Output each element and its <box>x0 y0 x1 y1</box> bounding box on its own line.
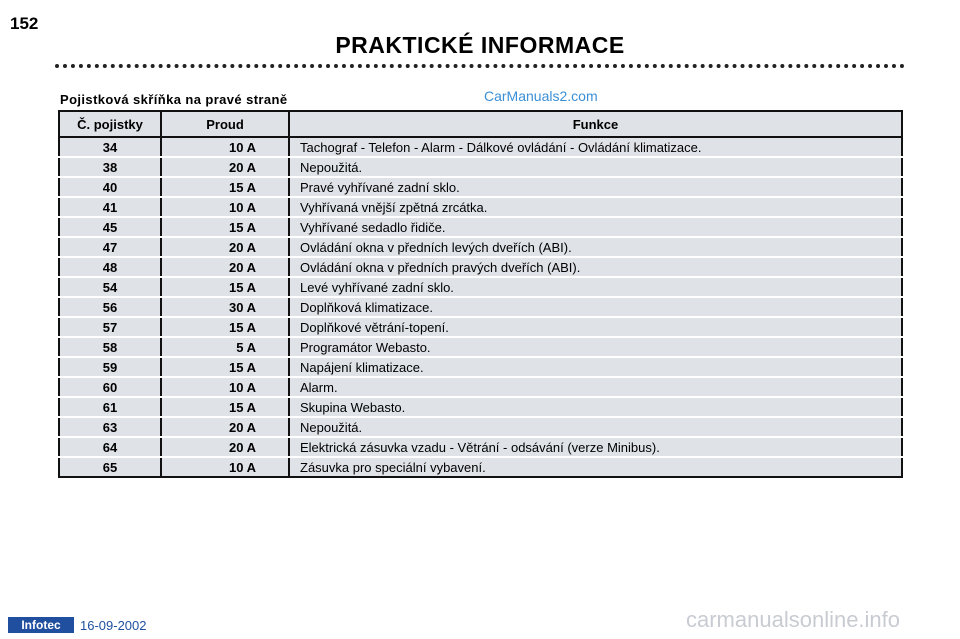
function-cell: Ovládání okna v předních levých dveřích (ABI). <box>289 237 902 257</box>
footer-date: 16-09-2002 <box>80 618 147 633</box>
amperage-cell: 5 A <box>161 337 289 357</box>
fuse-table-body <box>59 137 902 477</box>
table-row <box>59 357 902 377</box>
fuse-number-cell: 63 <box>59 417 161 437</box>
fuse-number-cell: 38 <box>59 157 161 177</box>
function-cell: Programátor Webasto. <box>289 337 902 357</box>
amperage-cell: 10 A <box>161 197 289 217</box>
fuse-number-cell: 48 <box>59 257 161 277</box>
table-row <box>59 397 902 417</box>
page-title: PRAKTICKÉ INFORMACE <box>335 32 625 58</box>
amperage-cell: 15 A <box>161 217 289 237</box>
table-header-row <box>59 111 902 137</box>
table-row <box>59 237 902 257</box>
function-cell: Doplňkové větrání-topení. <box>289 317 902 337</box>
fuse-number-cell: 54 <box>59 277 161 297</box>
table-row <box>59 337 902 357</box>
amperage-cell: 15 A <box>161 277 289 297</box>
amperage-cell: 20 A <box>161 237 289 257</box>
dotted-divider <box>55 64 905 68</box>
function-cell: Nepoužitá. <box>289 417 902 437</box>
function-cell: Levé vyhřívané zadní sklo. <box>289 277 902 297</box>
table-row <box>59 137 902 157</box>
fuse-table <box>58 110 903 478</box>
table-row <box>59 317 902 337</box>
amperage-cell: 10 A <box>161 137 289 157</box>
function-cell: Napájení klimatizace. <box>289 357 902 377</box>
fuse-number-cell: 59 <box>59 357 161 377</box>
amperage-cell: 10 A <box>161 457 289 477</box>
function-cell: Vyhřívaná vnější zpětná zrcátka. <box>289 197 902 217</box>
fuse-number-cell: 40 <box>59 177 161 197</box>
header-function: Funkce <box>289 111 902 137</box>
table-row <box>59 437 902 457</box>
function-cell: Tachograf - Telefon - Alarm - Dálkové ovládání - Ovládání klimatizace. <box>289 137 902 157</box>
amperage-cell: 15 A <box>161 317 289 337</box>
header-amperage: Proud <box>161 111 289 137</box>
function-cell: Elektrická zásuvka vzadu - Větrání - odsávání (verze Minibus). <box>289 437 902 457</box>
table-row <box>59 197 902 217</box>
fuse-number-cell: 61 <box>59 397 161 417</box>
function-cell: Zásuvka pro speciální vybavení. <box>289 457 902 477</box>
fuse-number-cell: 57 <box>59 317 161 337</box>
function-cell: Nepoužitá. <box>289 157 902 177</box>
fuse-number-cell: 65 <box>59 457 161 477</box>
infotec-logo: Infotec <box>8 617 74 633</box>
fuse-number-cell: 34 <box>59 137 161 157</box>
amperage-cell: 15 A <box>161 357 289 377</box>
fuse-number-cell: 58 <box>59 337 161 357</box>
fuse-number-cell: 56 <box>59 297 161 317</box>
fuse-number-cell: 47 <box>59 237 161 257</box>
table-row <box>59 257 902 277</box>
table-row <box>59 377 902 397</box>
watermark-top: CarManuals2.com <box>484 88 598 104</box>
table-row <box>59 457 902 477</box>
fuse-number-cell: 45 <box>59 217 161 237</box>
function-cell: Pravé vyhřívané zadní sklo. <box>289 177 902 197</box>
fuse-number-cell: 60 <box>59 377 161 397</box>
fuse-number-cell: 64 <box>59 437 161 457</box>
amperage-cell: 20 A <box>161 417 289 437</box>
amperage-cell: 15 A <box>161 177 289 197</box>
fuse-number-cell: 41 <box>59 197 161 217</box>
header-fuse-number: Č. pojistky <box>59 111 161 137</box>
function-cell: Ovládání okna v předních pravých dveřích (ABI). <box>289 257 902 277</box>
section-title: Pojistková skříňka na pravé straně <box>60 92 288 107</box>
amperage-cell: 30 A <box>161 297 289 317</box>
amperage-cell: 15 A <box>161 397 289 417</box>
table-row <box>59 297 902 317</box>
amperage-cell: 10 A <box>161 377 289 397</box>
function-cell: Doplňková klimatizace. <box>289 297 902 317</box>
table-row <box>59 217 902 237</box>
amperage-cell: 20 A <box>161 437 289 457</box>
table-row <box>59 157 902 177</box>
amperage-cell: 20 A <box>161 157 289 177</box>
page-number: 152 <box>10 14 39 33</box>
table-row <box>59 177 902 197</box>
table-row <box>59 277 902 297</box>
amperage-cell: 20 A <box>161 257 289 277</box>
function-cell: Alarm. <box>289 377 902 397</box>
footer-watermark: carmanualsonline.info <box>686 607 901 632</box>
table-row <box>59 417 902 437</box>
function-cell: Skupina Webasto. <box>289 397 902 417</box>
function-cell: Vyhřívané sedadlo řidiče. <box>289 217 902 237</box>
